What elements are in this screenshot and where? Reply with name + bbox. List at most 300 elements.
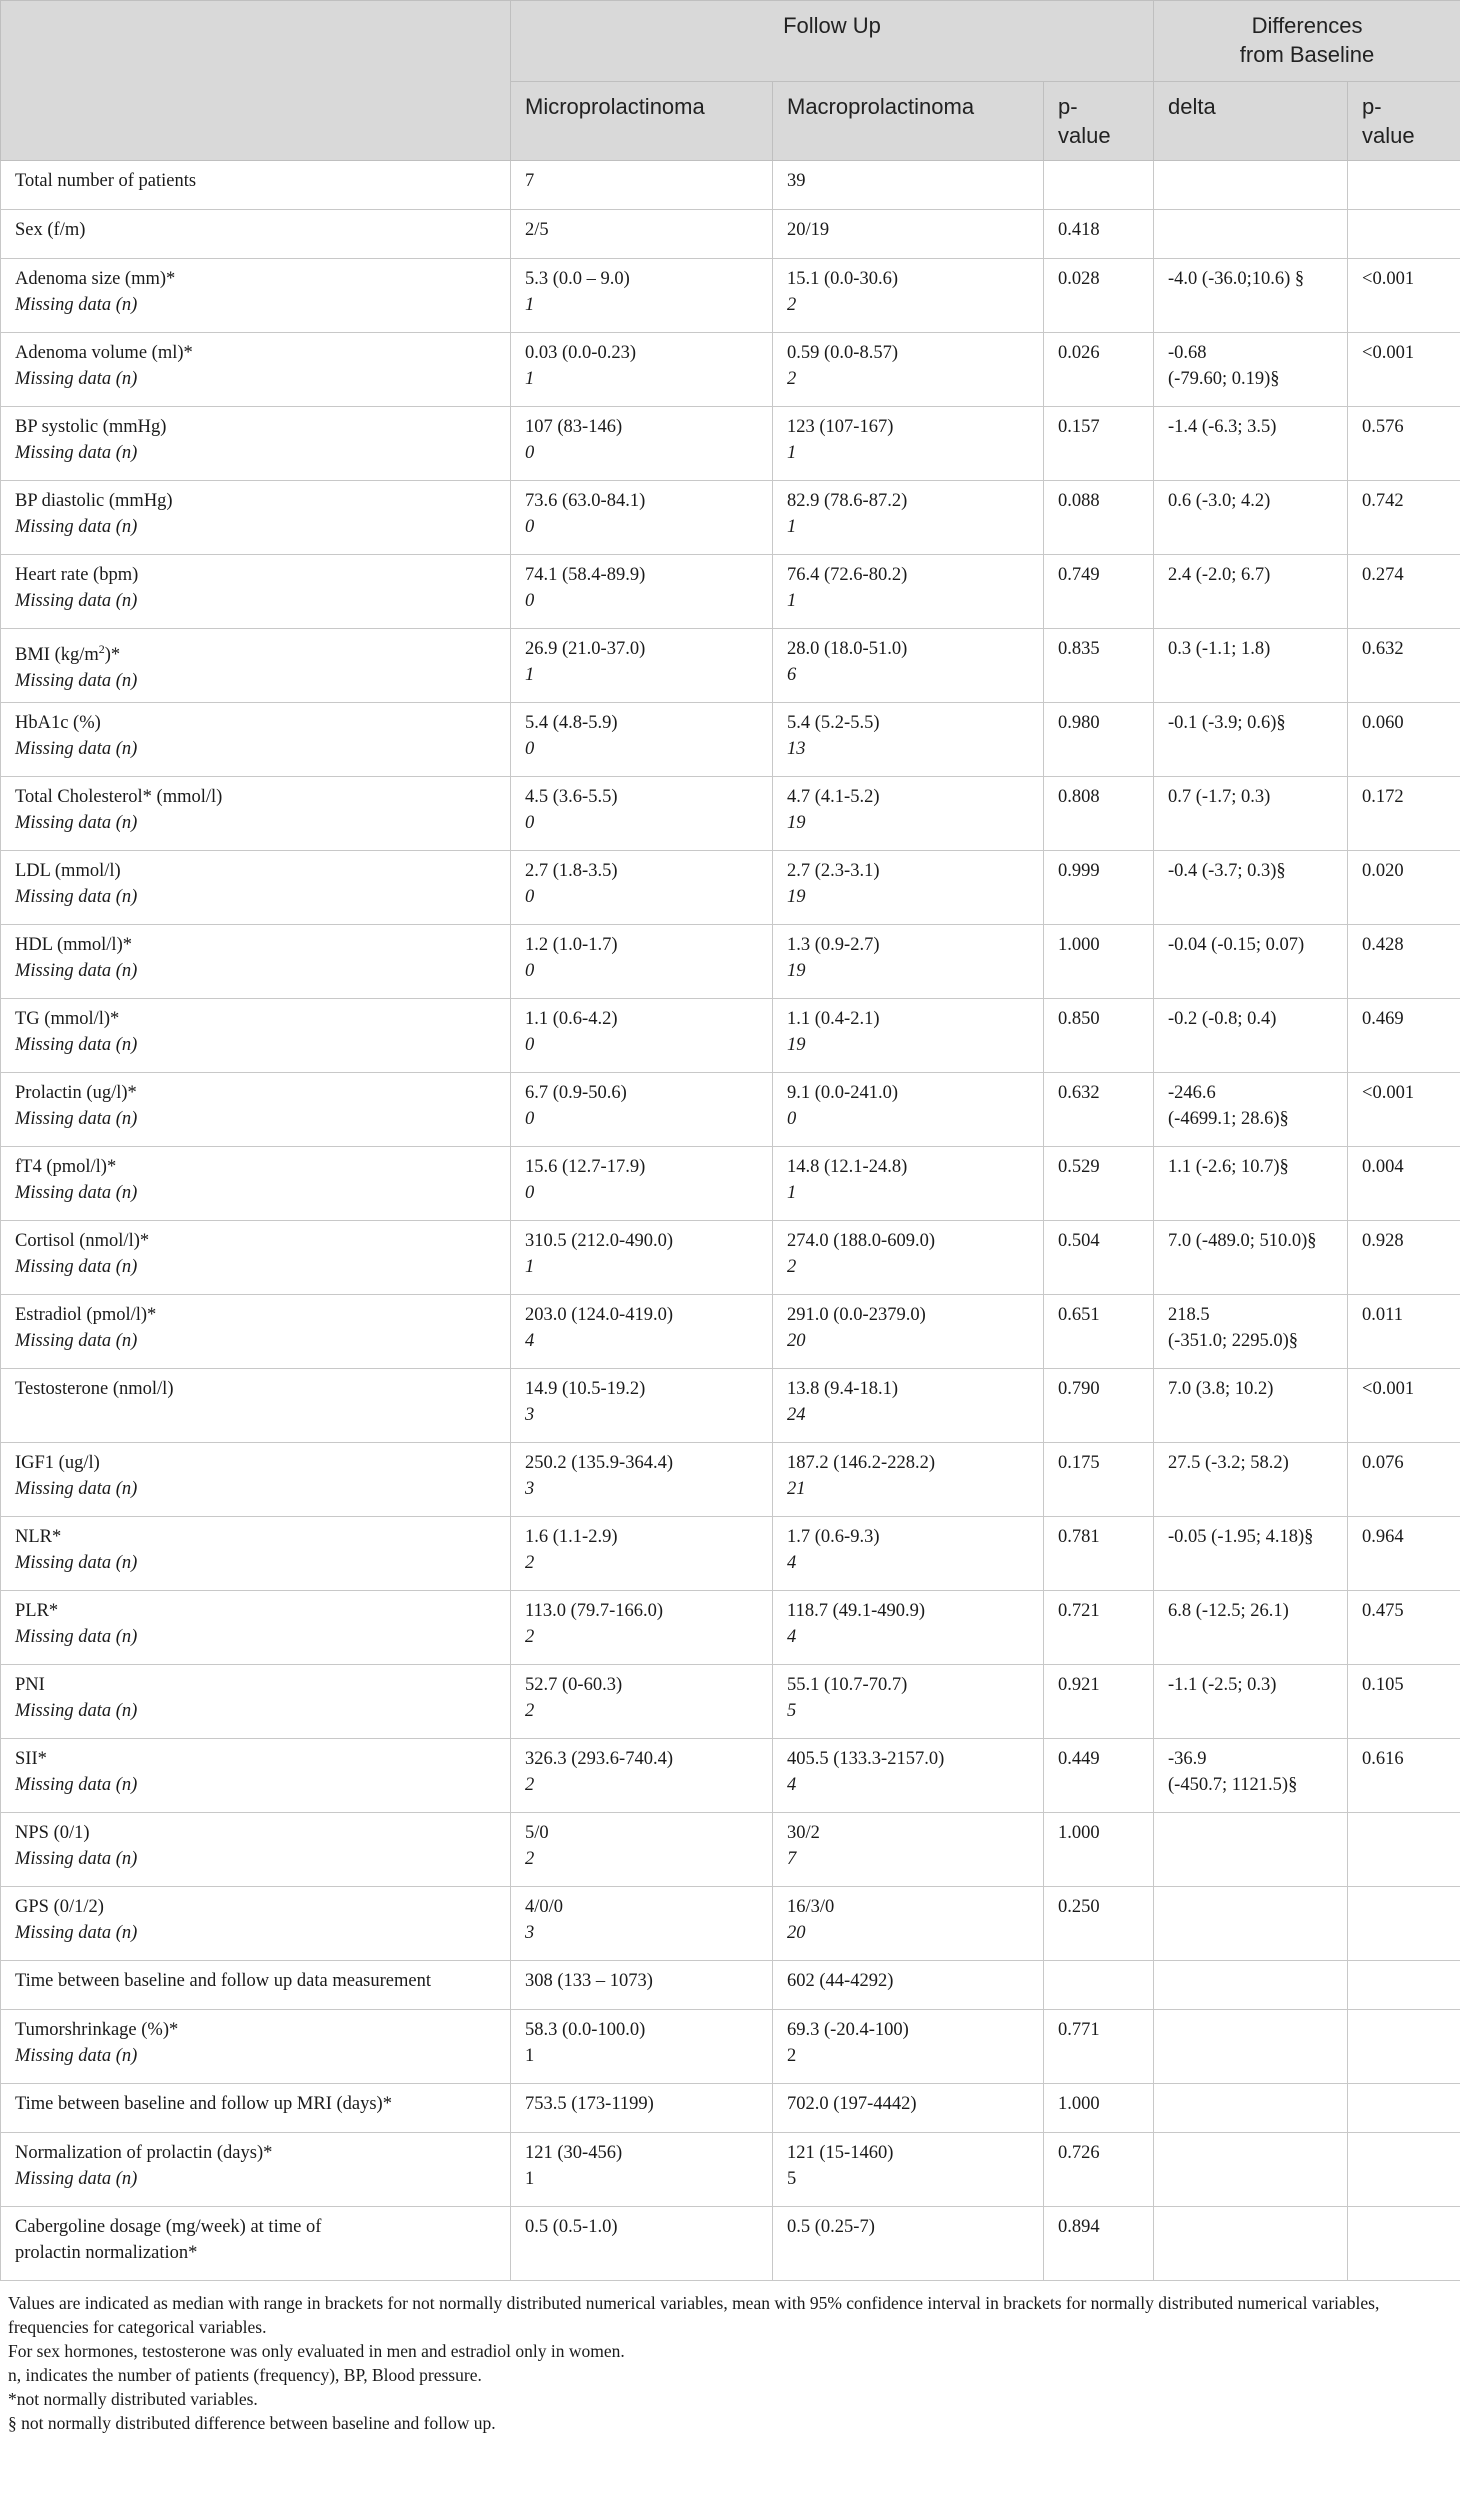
pvalue-diff: 0.076: [1362, 1453, 1404, 1474]
micro-missing: 2: [525, 1849, 535, 1870]
row-label-cell: [1, 925, 511, 999]
delta-cell: [1154, 1887, 1348, 1961]
row-label: [15, 784, 496, 810]
row-label: [15, 414, 496, 440]
macro-cell: [773, 1369, 1044, 1443]
missing-data-label: Missing data (n): [15, 443, 138, 463]
macro-cell: [773, 1073, 1044, 1147]
micro-value: 4.5 (3.6-5.5): [525, 787, 618, 808]
table-row: [1, 259, 1460, 333]
delta-cell: [1154, 259, 1348, 333]
table-row: [1, 2010, 1460, 2084]
pvalue-cell: [1044, 851, 1154, 925]
pvalue-diff-cell: [1348, 1961, 1460, 2010]
row-label: [15, 636, 496, 668]
delta-cell: [1154, 1221, 1348, 1295]
missing-data-label: Missing data (n): [15, 1109, 138, 1130]
macro-value: 9.1 (0.0-241.0): [787, 1083, 898, 1104]
micro-missing: 3: [525, 1923, 535, 1944]
delta-value: 1.1 (-2.6; 10.7)§: [1168, 1157, 1289, 1178]
row-label-cell: [1, 1517, 511, 1591]
row-label-text: Sex (f/m): [15, 220, 86, 240]
header-pvalue-diff: [1348, 82, 1460, 161]
pvalue-diff-cell: [1348, 1887, 1460, 1961]
row-label-text: IGF1 (ug/l): [15, 1453, 100, 1474]
macro-cell: [773, 629, 1044, 703]
pvalue-diff-cell: [1348, 2133, 1460, 2207]
micro-missing: 0: [525, 443, 535, 463]
pvalue-diff: 0.616: [1362, 1749, 1404, 1770]
delta-cell: [1154, 629, 1348, 703]
delta-cell: [1154, 1517, 1348, 1591]
macro-missing: 2: [787, 1257, 797, 1278]
table-row: [1, 1739, 1460, 1813]
pvalue: 0.850: [1058, 1009, 1100, 1030]
macro-value: 187.2 (146.2-228.2): [787, 1453, 935, 1474]
pvalue: 0.418: [1058, 220, 1100, 240]
row-label-text: PLR*: [15, 1601, 59, 1622]
pvalue: 0.980: [1058, 713, 1100, 734]
pvalue: 1.000: [1058, 1823, 1100, 1844]
macro-value: 1.7 (0.6-9.3): [787, 1527, 880, 1548]
pvalue-diff: 0.172: [1362, 787, 1404, 808]
header-differences-line1: Differences: [1251, 13, 1363, 38]
pvalue-diff: 0.964: [1362, 1527, 1404, 1548]
row-label-cell: [1, 1295, 511, 1369]
table-row: [1, 851, 1460, 925]
pvalue: 0.921: [1058, 1675, 1100, 1696]
header-macro: Macroprolactinoma: [773, 82, 1044, 161]
micro-cell: [511, 555, 773, 629]
header-empty-cell: [1, 1, 511, 161]
pvalue-cell: [1044, 999, 1154, 1073]
row-label: [15, 266, 496, 292]
row-label-cell: [1, 2133, 511, 2207]
table-row: [1, 1443, 1460, 1517]
row-label: [15, 217, 496, 243]
row-label-text: Cortisol (nmol/l)*: [15, 1231, 150, 1252]
row-label-text: Normalization of prolactin (days)*: [15, 2143, 273, 2164]
macro-cell: [773, 1739, 1044, 1813]
pvalue: 0.835: [1058, 639, 1100, 659]
macro-value: 0.59 (0.0-8.57): [787, 343, 898, 363]
delta-cell: [1154, 2207, 1348, 2281]
row-label-cell: [1, 2010, 511, 2084]
row-label: [15, 1968, 496, 1994]
pvalue-diff-cell: [1348, 1147, 1460, 1221]
delta-value: -36.9: [1168, 1749, 1207, 1770]
header-micro: Microprolactinoma: [511, 82, 773, 161]
header-pvalue-diff-line2: value: [1362, 123, 1415, 148]
macro-missing: 5: [787, 2169, 797, 2190]
row-label: [15, 1006, 496, 1032]
pvalue: 0.449: [1058, 1749, 1100, 1770]
pvalue-cell: [1044, 2133, 1154, 2207]
delta-value: 2.4 (-2.0; 6.7): [1168, 565, 1271, 585]
pvalue: 0.726: [1058, 2143, 1100, 2164]
pvalue: 0.651: [1058, 1305, 1100, 1326]
header-pvalue-line2: value: [1058, 123, 1111, 148]
table-row: [1, 2207, 1460, 2281]
micro-missing: 0: [525, 517, 535, 537]
pvalue-diff: 0.475: [1362, 1601, 1404, 1622]
delta-cell: [1154, 1369, 1348, 1443]
row-label-cell: [1, 629, 511, 703]
delta-value: 27.5 (-3.2; 58.2): [1168, 1453, 1289, 1474]
macro-missing: 19: [787, 813, 806, 834]
table-row: [1, 629, 1460, 703]
pvalue: 0.529: [1058, 1157, 1100, 1178]
row-label-text: fT4 (pmol/l)*: [15, 1157, 117, 1178]
micro-cell: [511, 259, 773, 333]
delta-cell: [1154, 925, 1348, 999]
pvalue-diff-cell: [1348, 555, 1460, 629]
macro-missing: 1: [787, 443, 797, 463]
missing-data-label: Missing data (n): [15, 2169, 138, 2190]
delta-value: -1.4 (-6.3; 3.5): [1168, 417, 1277, 437]
pvalue-diff-cell: [1348, 1665, 1460, 1739]
pvalue-cell: [1044, 1221, 1154, 1295]
row-label-cell: [1, 1443, 511, 1517]
table-row: [1, 555, 1460, 629]
micro-cell: [511, 1813, 773, 1887]
micro-cell: [511, 1961, 773, 2010]
macro-missing: 20: [787, 1923, 806, 1944]
row-label-cell: [1, 1887, 511, 1961]
missing-data-label: Missing data (n): [15, 591, 138, 611]
delta-value: -4.0 (-36.0;10.6) §: [1168, 269, 1305, 289]
pvalue-cell: [1044, 210, 1154, 259]
pvalue: 0.790: [1058, 1379, 1100, 1400]
pvalue: 0.721: [1058, 1601, 1100, 1622]
macro-cell: [773, 161, 1044, 210]
macro-cell: [773, 1147, 1044, 1221]
macro-cell: [773, 2133, 1044, 2207]
macro-value: 602 (44-4292): [787, 1971, 894, 1992]
micro-missing: 2: [525, 1775, 535, 1796]
macro-missing: 21: [787, 1479, 806, 1500]
row-label: [15, 1524, 496, 1550]
micro-value: 308 (133 – 1073): [525, 1971, 653, 1992]
micro-value: 2.7 (1.8-3.5): [525, 861, 618, 882]
missing-data-label: Missing data (n): [15, 295, 138, 315]
micro-cell: [511, 2084, 773, 2133]
row-label-cell: [1, 1073, 511, 1147]
delta-cell: [1154, 999, 1348, 1073]
delta-value: -0.04 (-0.15; 0.07): [1168, 935, 1305, 956]
row-label-cell: [1, 210, 511, 259]
row-label: [15, 168, 496, 194]
delta-cell: [1154, 1147, 1348, 1221]
pvalue-diff-cell: [1348, 210, 1460, 259]
pvalue-diff: 0.011: [1362, 1305, 1403, 1326]
pvalue-diff-cell: [1348, 407, 1460, 481]
macro-value: 123 (107-167): [787, 417, 894, 437]
table-row: [1, 1813, 1460, 1887]
pvalue-diff: 0.020: [1362, 861, 1404, 882]
missing-data-label: Missing data (n): [15, 1627, 138, 1648]
pvalue-diff-cell: [1348, 777, 1460, 851]
macro-cell: [773, 1517, 1044, 1591]
delta-cell: [1154, 481, 1348, 555]
macro-value: 14.8 (12.1-24.8): [787, 1157, 908, 1178]
micro-missing: 3: [525, 1405, 535, 1426]
delta-cell: [1154, 1073, 1348, 1147]
row-label-cell: [1, 851, 511, 925]
micro-value: 5.4 (4.8-5.9): [525, 713, 618, 734]
pvalue-cell: [1044, 333, 1154, 407]
row-label: [15, 932, 496, 958]
table-row: [1, 333, 1460, 407]
table-header: [1, 1, 1460, 161]
pvalue-diff: 0.742: [1362, 491, 1404, 511]
micro-value: 58.3 (0.0-100.0): [525, 2020, 646, 2041]
macro-value: 15.1 (0.0-30.6): [787, 269, 898, 289]
pvalue-diff-cell: [1348, 1813, 1460, 1887]
micro-cell: [511, 2207, 773, 2281]
pvalue-diff: 0.428: [1362, 935, 1404, 956]
row-label: [15, 1228, 496, 1254]
pvalue-diff-cell: [1348, 1221, 1460, 1295]
micro-missing: 1: [525, 2169, 535, 2190]
micro-value: 26.9 (21.0-37.0): [525, 639, 646, 659]
micro-value: 52.7 (0-60.3): [525, 1675, 623, 1696]
row-label-cell: [1, 161, 511, 210]
table-row: [1, 999, 1460, 1073]
micro-cell: [511, 999, 773, 1073]
row-label-cell: [1, 2084, 511, 2133]
table-row: [1, 1221, 1460, 1295]
macro-cell: [773, 1665, 1044, 1739]
macro-missing: 24: [787, 1405, 806, 1426]
header-delta: delta: [1154, 82, 1348, 161]
macro-value: 16/3/0: [787, 1897, 835, 1918]
missing-data-label: Missing data (n): [15, 813, 138, 834]
pvalue-diff: 0.105: [1362, 1675, 1404, 1696]
pvalue-cell: [1044, 1073, 1154, 1147]
pvalue-diff: 0.004: [1362, 1157, 1404, 1178]
macro-cell: [773, 1813, 1044, 1887]
micro-value: 4/0/0: [525, 1897, 564, 1918]
micro-cell: [511, 1073, 773, 1147]
pvalue-diff: 0.274: [1362, 565, 1404, 585]
header-differences: [1154, 1, 1460, 82]
delta-interval: (-351.0; 2295.0)§: [1168, 1331, 1299, 1352]
macro-missing: 1: [787, 517, 797, 537]
pvalue-cell: [1044, 2084, 1154, 2133]
micro-value: 6.7 (0.9-50.6): [525, 1083, 627, 1104]
delta-value: -246.6: [1168, 1083, 1216, 1104]
pvalue-diff-cell: [1348, 1295, 1460, 1369]
pvalue-diff-cell: [1348, 1591, 1460, 1665]
micro-cell: [511, 2010, 773, 2084]
micro-cell: [511, 1147, 773, 1221]
missing-data-label: Missing data (n): [15, 1183, 138, 1204]
micro-missing: 0: [525, 591, 535, 611]
micro-cell: [511, 481, 773, 555]
macro-cell: [773, 703, 1044, 777]
table-row: [1, 2133, 1460, 2207]
pvalue-diff-cell: [1348, 629, 1460, 703]
missing-data-label: Missing data (n): [15, 671, 138, 692]
footnote-section-sign: § not normally distributed difference between baseline and follow up.: [8, 2413, 496, 2434]
micro-value: 310.5 (212.0-490.0): [525, 1231, 673, 1252]
missing-data-label: Missing data (n): [15, 1701, 138, 1722]
table-row: [1, 925, 1460, 999]
row-label-text: Total number of patients: [15, 171, 197, 191]
macro-value: 274.0 (188.0-609.0): [787, 1231, 935, 1252]
pvalue: 0.749: [1058, 565, 1100, 585]
table-row: [1, 2084, 1460, 2133]
micro-missing: 0: [525, 1035, 535, 1056]
macro-value: 405.5 (133.3-2157.0): [787, 1749, 945, 1770]
pvalue: 0.632: [1058, 1083, 1100, 1104]
missing-data-label: Missing data (n): [15, 1553, 138, 1574]
pvalue-diff-cell: [1348, 259, 1460, 333]
missing-data-label: Missing data (n): [15, 739, 138, 760]
micro-value: 113.0 (79.7-166.0): [525, 1601, 664, 1622]
micro-cell: [511, 1739, 773, 1813]
delta-cell: [1154, 333, 1348, 407]
macro-missing: 1: [787, 591, 797, 611]
macro-missing: 4: [787, 1627, 797, 1648]
micro-missing: 1: [525, 665, 535, 685]
row-label-cell: [1, 1739, 511, 1813]
macro-missing: 19: [787, 887, 806, 908]
row-label: [15, 1598, 496, 1624]
macro-value: 55.1 (10.7-70.7): [787, 1675, 908, 1696]
macro-cell: [773, 407, 1044, 481]
micro-missing: 0: [525, 1183, 535, 1204]
pvalue-cell: [1044, 1739, 1154, 1813]
pvalue-cell: [1044, 1813, 1154, 1887]
row-label: [15, 2091, 496, 2117]
missing-data-label: Missing data (n): [15, 2046, 138, 2067]
table-row: [1, 1517, 1460, 1591]
micro-missing: 0: [525, 1109, 535, 1130]
delta-cell: [1154, 407, 1348, 481]
macro-missing: 2: [787, 369, 797, 389]
pvalue-cell: [1044, 407, 1154, 481]
row-label-text: Time between baseline and follow up MRI (days)*: [15, 2094, 392, 2115]
delta-value: 7.0 (-489.0; 510.0)§: [1168, 1231, 1317, 1252]
header-pvalue-line1: p-: [1058, 94, 1078, 119]
header-pvalue: [1044, 82, 1154, 161]
pvalue-diff: 0.928: [1362, 1231, 1404, 1252]
pvalue-cell: [1044, 259, 1154, 333]
micro-cell: [511, 925, 773, 999]
delta-cell: [1154, 1739, 1348, 1813]
micro-value: 107 (83-146): [525, 417, 623, 437]
delta-value: 6.8 (-12.5; 26.1): [1168, 1601, 1289, 1622]
macro-cell: [773, 333, 1044, 407]
row-label-text: Testosterone (nmol/l): [15, 1379, 174, 1400]
micro-cell: [511, 703, 773, 777]
macro-value: 118.7 (49.1-490.9): [787, 1601, 926, 1622]
macro-value: 76.4 (72.6-80.2): [787, 565, 908, 585]
table-row: [1, 407, 1460, 481]
micro-cell: [511, 1221, 773, 1295]
header-pvalue-diff-line1: p-: [1362, 94, 1382, 119]
delta-interval: (-79.60; 0.19)§: [1168, 369, 1280, 389]
macro-value: 82.9 (78.6-87.2): [787, 491, 908, 511]
micro-missing: 0: [525, 887, 535, 908]
pvalue-diff: 0.576: [1362, 417, 1404, 437]
row-label: [15, 1376, 496, 1402]
row-label-text: Heart rate (bpm): [15, 565, 139, 585]
row-label: [15, 488, 496, 514]
micro-missing: 2: [525, 1701, 535, 1722]
delta-cell: [1154, 703, 1348, 777]
macro-value: 30/2: [787, 1823, 820, 1844]
row-label-cell: [1, 777, 511, 851]
table-row: [1, 1591, 1460, 1665]
micro-value: 5/0: [525, 1823, 549, 1844]
micro-missing: 2: [525, 1627, 535, 1648]
macro-value: 28.0 (18.0-51.0): [787, 639, 908, 659]
row-label: [15, 1080, 496, 1106]
micro-missing: 2: [525, 1553, 535, 1574]
footnote-not-normal: *not normally distributed variables.: [8, 2389, 258, 2410]
table-row: [1, 1147, 1460, 1221]
micro-value: 7: [525, 171, 535, 191]
delta-value: 7.0 (3.8; 10.2): [1168, 1379, 1274, 1400]
macro-missing: 2: [787, 295, 797, 315]
macro-value: 69.3 (-20.4-100): [787, 2020, 909, 2041]
pvalue-diff-cell: [1348, 1517, 1460, 1591]
row-label-cell: [1, 407, 511, 481]
micro-cell: [511, 629, 773, 703]
missing-data-label: Missing data (n): [15, 1035, 138, 1056]
table-body: [1, 161, 1460, 2281]
pvalue-diff-cell: [1348, 333, 1460, 407]
micro-value: 15.6 (12.7-17.9): [525, 1157, 646, 1178]
pvalue-cell: [1044, 1591, 1154, 1665]
pvalue-diff-cell: [1348, 161, 1460, 210]
row-label: [15, 1894, 496, 1920]
row-label: [15, 1302, 496, 1328]
delta-interval: (-4699.1; 28.6)§: [1168, 1109, 1289, 1130]
pvalue: 0.894: [1058, 2217, 1100, 2238]
pvalue-diff-cell: [1348, 2010, 1460, 2084]
row-label-text: Cabergoline dosage (mg/week) at time of: [15, 2217, 322, 2238]
macro-cell: [773, 555, 1044, 629]
row-label-text: BMI (kg/m: [15, 645, 99, 666]
delta-cell: [1154, 2133, 1348, 2207]
row-label-cell: [1, 481, 511, 555]
macro-cell: [773, 1443, 1044, 1517]
macro-cell: [773, 1221, 1044, 1295]
macro-cell: [773, 777, 1044, 851]
pvalue: 0.157: [1058, 417, 1100, 437]
pvalue-diff-cell: [1348, 481, 1460, 555]
micro-missing: 1: [525, 369, 535, 389]
row-label-text: HDL (mmol/l)*: [15, 935, 132, 956]
pvalue-diff-cell: [1348, 1369, 1460, 1443]
table-row: [1, 210, 1460, 259]
delta-cell: [1154, 1665, 1348, 1739]
table-footnotes: [0, 2281, 1460, 2435]
micro-missing: 0: [525, 739, 535, 760]
row-label-cell: [1, 1591, 511, 1665]
macro-missing: 4: [787, 1553, 797, 1574]
pvalue: 0.088: [1058, 491, 1100, 511]
micro-missing: 1: [525, 2046, 535, 2067]
macro-cell: [773, 210, 1044, 259]
micro-value: 0.03 (0.0-0.23): [525, 343, 636, 363]
pvalue: 0.999: [1058, 861, 1100, 882]
macro-value: 2.7 (2.3-3.1): [787, 861, 880, 882]
